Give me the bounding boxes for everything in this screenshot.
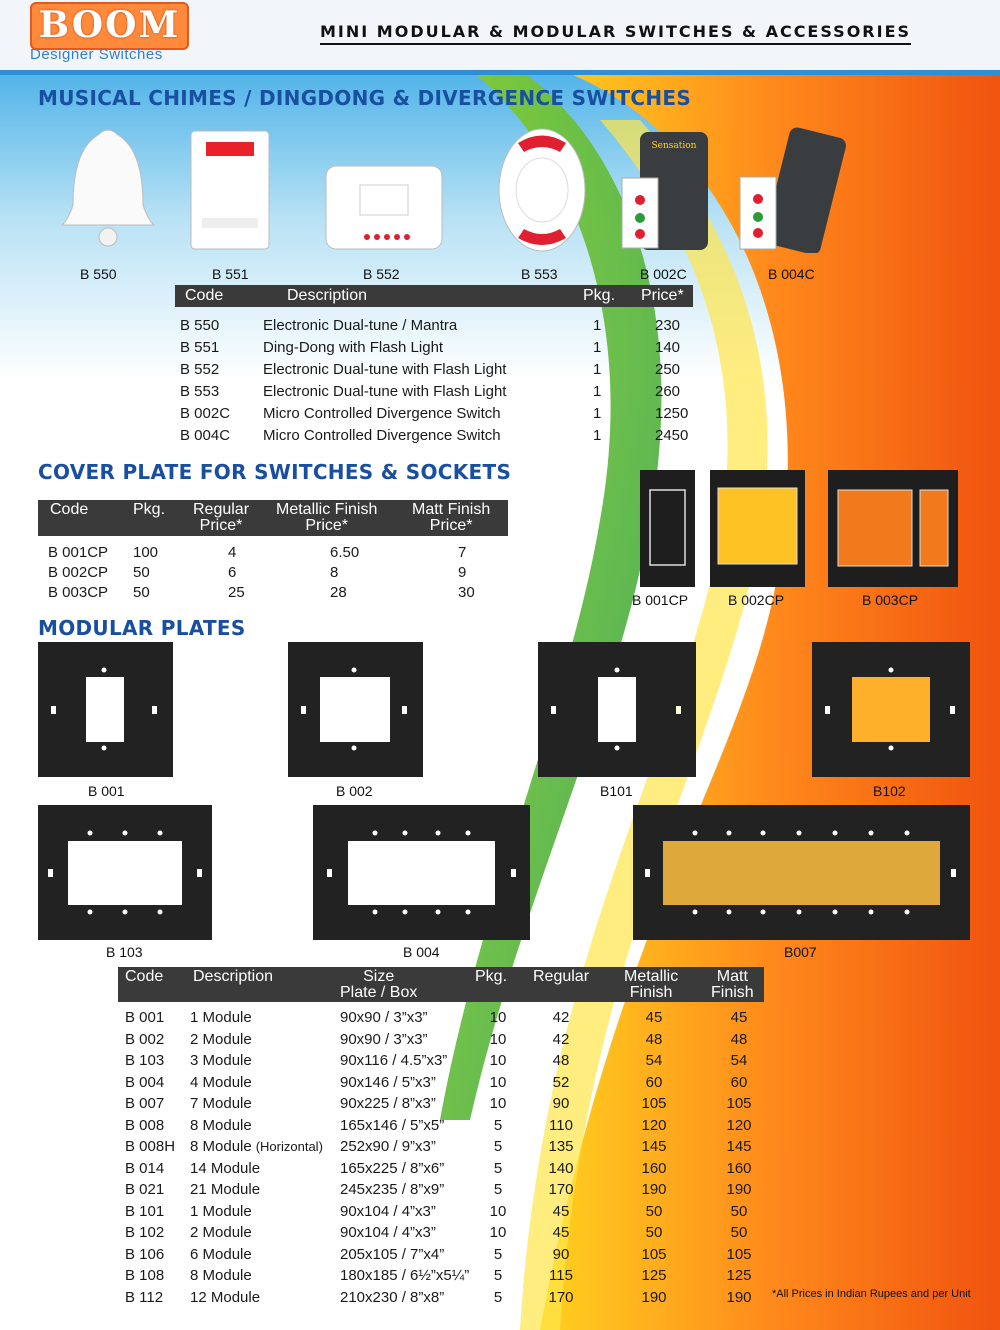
speaker-chime-image bbox=[498, 128, 586, 253]
label-b003cp: B 003CP bbox=[862, 592, 919, 608]
label-b002cp: B 002CP bbox=[728, 592, 785, 608]
cell-size: 245x235 / 8”x9” bbox=[340, 1181, 445, 1198]
cell-description-main: 8 Module bbox=[190, 1116, 252, 1134]
cell-size: 90x104 / 4”x3” bbox=[340, 1224, 436, 1241]
column-header-line1: Description bbox=[193, 968, 274, 985]
cell-regular: 52 bbox=[552, 1073, 570, 1091]
cell-metallic: 45 bbox=[645, 1009, 663, 1026]
chime-box-image bbox=[325, 165, 443, 250]
table-cell: B 001CP bbox=[48, 544, 109, 561]
cell-matt: 60 bbox=[730, 1073, 748, 1091]
table-row bbox=[118, 1136, 764, 1158]
column-header-line2: Price* bbox=[305, 517, 349, 534]
brand-subtitle: Designer Switches bbox=[30, 46, 163, 63]
cell-matt: 105 bbox=[726, 1095, 752, 1112]
column-header-line2: Finish bbox=[711, 984, 754, 1001]
chimes-table-body bbox=[175, 315, 693, 447]
table-row bbox=[118, 1158, 764, 1180]
column-header bbox=[193, 969, 273, 985]
cell-pkg: 10 bbox=[489, 1030, 507, 1048]
cover-plate-3-image bbox=[828, 470, 958, 587]
cell-code: B 014 bbox=[125, 1159, 165, 1177]
cell-pkg: 5 bbox=[493, 1267, 503, 1284]
plate-b002-image bbox=[288, 642, 423, 777]
column-header bbox=[340, 969, 417, 1001]
plate-b103-image bbox=[38, 805, 212, 940]
cell-matt: 50 bbox=[730, 1202, 748, 1220]
cell-regular: 140 bbox=[548, 1159, 574, 1177]
column-header bbox=[193, 502, 249, 534]
cell-size: 90x90 / 3”x3” bbox=[340, 1009, 428, 1026]
cell-metallic: 190 bbox=[641, 1288, 667, 1306]
cell-description-main: 8 Module bbox=[190, 1138, 252, 1155]
table-cell: Micro Controlled Divergence Switch bbox=[263, 427, 501, 444]
table-cell: B 002C bbox=[180, 405, 231, 422]
table-row bbox=[38, 542, 508, 562]
cell-size: 90x225 / 8”x3” bbox=[340, 1095, 436, 1112]
table-row bbox=[175, 359, 693, 381]
table-row bbox=[118, 1287, 764, 1309]
cell-description-main: 1 Module bbox=[190, 1009, 252, 1026]
table-cell: 1 bbox=[593, 383, 602, 400]
cell-pkg: 10 bbox=[489, 1202, 507, 1220]
table-cell: 260 bbox=[655, 383, 681, 400]
table-row bbox=[38, 562, 508, 582]
cell-matt: 120 bbox=[726, 1116, 752, 1134]
cell-code: B 102 bbox=[125, 1224, 165, 1241]
table-cell: 1 bbox=[593, 361, 602, 378]
cell-description bbox=[190, 1117, 256, 1134]
column-header-line1: Matt Finish bbox=[412, 501, 491, 518]
label-b552: B 552 bbox=[363, 266, 400, 282]
table-row bbox=[175, 381, 693, 403]
cell-metallic: 54 bbox=[645, 1052, 663, 1069]
table-cell: 230 bbox=[655, 317, 681, 334]
cell-size: 165x225 / 8”x6” bbox=[340, 1159, 445, 1177]
modular-table bbox=[118, 967, 764, 1308]
cell-metallic: 50 bbox=[645, 1202, 663, 1220]
table-cell: 1 bbox=[593, 405, 602, 422]
cell-description-main: 6 Module bbox=[190, 1245, 252, 1263]
label-b002: B 002 bbox=[336, 783, 373, 799]
cell-matt: 48 bbox=[730, 1030, 748, 1048]
cell-description bbox=[190, 1203, 256, 1220]
cell-size: 210x230 / 8”x8” bbox=[340, 1288, 445, 1306]
table-cell: 4 bbox=[228, 544, 237, 561]
column-header-line2: Price* bbox=[199, 517, 243, 534]
cell-description bbox=[190, 1160, 264, 1177]
cell-code: B 112 bbox=[125, 1288, 164, 1306]
table-cell: 1250 bbox=[655, 405, 689, 422]
table-row bbox=[118, 1072, 764, 1094]
cell-regular: 48 bbox=[552, 1052, 570, 1069]
table-cell: 30 bbox=[458, 584, 475, 601]
remote-brand: Sensation bbox=[651, 141, 697, 151]
cell-size: 252x90 / 9”x3” bbox=[340, 1138, 436, 1155]
column-header bbox=[133, 502, 165, 518]
column-header-line2: Plate / Box bbox=[340, 984, 418, 1001]
cell-regular: 42 bbox=[552, 1030, 570, 1048]
price-footnote: *All Prices in Indian Rupees and per Unit bbox=[772, 1288, 971, 1300]
table-cell: B 553 bbox=[180, 383, 220, 400]
cell-size: 90x146 / 5”x3” bbox=[340, 1073, 436, 1091]
cell-size: 90x104 / 4”x3” bbox=[340, 1202, 436, 1220]
column-header bbox=[125, 969, 163, 985]
cell-description-note: (Horizontal) bbox=[255, 1139, 323, 1154]
cell-description bbox=[190, 1138, 323, 1155]
cell-pkg: 5 bbox=[493, 1288, 503, 1306]
table-cell: 1 bbox=[593, 339, 602, 356]
cell-pkg: 10 bbox=[489, 1052, 507, 1069]
cell-metallic: 190 bbox=[641, 1181, 667, 1198]
cell-description bbox=[190, 1267, 256, 1284]
cell-description-main: 2 Module bbox=[190, 1224, 252, 1241]
cell-code: B 008H bbox=[125, 1138, 176, 1155]
cell-pkg: 5 bbox=[493, 1159, 503, 1177]
table-cell: 50 bbox=[133, 584, 150, 601]
column-header-line1: Size bbox=[363, 968, 395, 985]
table-row bbox=[118, 1222, 764, 1244]
cell-description-main: 2 Module bbox=[190, 1030, 252, 1048]
chimes-table bbox=[175, 285, 693, 447]
cell-matt: 125 bbox=[726, 1267, 752, 1284]
cell-pkg: 5 bbox=[493, 1138, 503, 1155]
section-heading-chimes: MUSICAL CHIMES / DINGDONG & DIVERGENCE SWITCHES bbox=[38, 86, 692, 110]
cell-regular: 135 bbox=[548, 1138, 574, 1155]
cell-code: B 001 bbox=[125, 1009, 165, 1026]
page-title: MINI MODULAR & MODULAR SWITCHES & ACCESSORIES bbox=[320, 22, 911, 45]
cell-matt: 145 bbox=[726, 1138, 752, 1155]
table-cell: 6.50 bbox=[330, 544, 360, 561]
cell-regular: 45 bbox=[552, 1224, 570, 1241]
column-header-line2: Price* bbox=[429, 517, 473, 534]
cell-code: B 021 bbox=[125, 1181, 165, 1198]
cell-description-main: 4 Module bbox=[190, 1073, 252, 1091]
cover-plate-1-image bbox=[640, 470, 695, 587]
column-header bbox=[412, 502, 490, 534]
cell-description bbox=[190, 1074, 256, 1091]
table-cell: B 002CP bbox=[48, 564, 109, 581]
column-header bbox=[276, 502, 377, 534]
cell-description-main: 1 Module bbox=[190, 1202, 252, 1220]
table-row bbox=[175, 315, 693, 337]
table-cell: Micro Controlled Divergence Switch bbox=[263, 405, 501, 422]
cell-description-main: 12 Module bbox=[190, 1288, 261, 1306]
brand-logo: BOOM bbox=[30, 2, 189, 50]
section-heading-modular: MODULAR PLATES bbox=[38, 616, 246, 640]
cell-size: 90x116 / 4.5”x3” bbox=[340, 1052, 448, 1069]
table-cell: B 551 bbox=[180, 339, 220, 356]
table-row bbox=[175, 337, 693, 359]
cell-metallic: 50 bbox=[645, 1224, 663, 1241]
table-cell: Ding-Dong with Flash Light bbox=[263, 339, 444, 356]
table-cell: 7 bbox=[458, 544, 467, 561]
table-row bbox=[118, 1201, 764, 1223]
column-header bbox=[624, 969, 678, 1001]
cell-code: B 008 bbox=[125, 1116, 165, 1134]
cell-regular: 90 bbox=[552, 1095, 570, 1112]
label-b002c: B 002C bbox=[640, 266, 687, 282]
table-row bbox=[175, 425, 693, 447]
table-cell: 8 bbox=[330, 564, 339, 581]
table-cell: 6 bbox=[228, 564, 237, 581]
label-b007: B007 bbox=[784, 944, 817, 960]
cell-pkg: 5 bbox=[493, 1181, 503, 1198]
cell-description-main: 14 Module bbox=[190, 1159, 261, 1177]
label-b550: B 550 bbox=[80, 266, 117, 282]
cover-table bbox=[38, 500, 508, 602]
cell-code: B 007 bbox=[125, 1095, 165, 1112]
cell-metallic: 60 bbox=[645, 1073, 663, 1091]
cell-description bbox=[190, 1181, 264, 1198]
table-row bbox=[118, 1007, 764, 1029]
label-b004: B 004 bbox=[403, 944, 440, 960]
remote-switch-4-image bbox=[738, 125, 848, 253]
cell-regular: 170 bbox=[548, 1181, 574, 1198]
cell-description-main: 21 Module bbox=[190, 1181, 261, 1198]
cell-regular: 170 bbox=[548, 1288, 574, 1306]
chimes-table-header bbox=[175, 285, 693, 307]
cell-description-main: 7 Module bbox=[190, 1095, 252, 1112]
cell-pkg: 10 bbox=[489, 1073, 507, 1091]
cell-matt: 45 bbox=[730, 1009, 748, 1026]
column-header-line1: Matt bbox=[716, 968, 748, 985]
table-cell: 100 bbox=[133, 544, 159, 561]
plate-b102-image bbox=[812, 642, 970, 777]
cell-metallic: 145 bbox=[641, 1138, 667, 1155]
cover-table-body bbox=[38, 542, 508, 602]
cell-regular: 42 bbox=[552, 1009, 570, 1026]
cell-size: 90x90 / 3”x3” bbox=[340, 1030, 428, 1048]
cell-regular: 115 bbox=[549, 1267, 573, 1284]
table-row bbox=[118, 1115, 764, 1137]
table-cell: 28 bbox=[330, 584, 347, 601]
cell-description bbox=[190, 1224, 256, 1241]
table-cell: 25 bbox=[228, 584, 245, 601]
cell-code: B 108 bbox=[125, 1267, 165, 1284]
cell-description bbox=[190, 1246, 256, 1263]
bell-chime-image bbox=[58, 125, 158, 255]
plate-b001-image bbox=[38, 642, 173, 777]
column-header bbox=[475, 969, 507, 985]
column-header-line1: Pkg. bbox=[133, 501, 166, 518]
cell-size: 165x146 / 5”x5” bbox=[340, 1116, 445, 1134]
cell-code: B 106 bbox=[125, 1245, 165, 1263]
col-pkg: Pkg. bbox=[583, 287, 616, 304]
table-row bbox=[118, 1265, 764, 1287]
cell-size: 205x105 / 7”x4” bbox=[340, 1245, 445, 1263]
table-row bbox=[118, 1244, 764, 1266]
table-cell: Electronic Dual-tune / Mantra bbox=[263, 317, 458, 334]
col-code: Code bbox=[185, 287, 224, 304]
cell-code: B 004 bbox=[125, 1073, 165, 1091]
table-row bbox=[38, 582, 508, 602]
table-cell: B 004C bbox=[180, 427, 231, 444]
table-row bbox=[118, 1029, 764, 1051]
cell-pkg: 10 bbox=[489, 1095, 507, 1112]
cell-matt: 190 bbox=[726, 1181, 752, 1198]
table-cell: B 552 bbox=[180, 361, 220, 378]
cell-regular: 110 bbox=[549, 1116, 573, 1134]
column-header-line1: Code bbox=[50, 501, 89, 518]
label-b001: B 001 bbox=[88, 783, 125, 799]
label-b103: B 103 bbox=[106, 944, 143, 960]
table-cell: 250 bbox=[655, 361, 681, 378]
plate-b004-image bbox=[313, 805, 530, 940]
table-cell: Electronic Dual-tune with Flash Light bbox=[263, 383, 507, 400]
table-cell: 140 bbox=[655, 339, 681, 356]
column-header bbox=[533, 969, 589, 985]
label-b551: B 551 bbox=[212, 266, 249, 282]
cell-matt: 54 bbox=[730, 1052, 748, 1069]
label-b102: B102 bbox=[873, 783, 906, 799]
column-header-line1: Regular bbox=[533, 968, 590, 985]
cell-metallic: 105 bbox=[641, 1245, 667, 1263]
table-cell: Electronic Dual-tune with Flash Light bbox=[263, 361, 507, 378]
cell-size: 180x185 / 6½”x5¼” bbox=[340, 1267, 470, 1284]
cell-description bbox=[190, 1009, 256, 1026]
column-header-line1: Pkg. bbox=[475, 968, 508, 985]
section-heading-cover: COVER PLATE FOR SWITCHES & SOCKETS bbox=[38, 460, 512, 484]
dingdong-unit-image bbox=[190, 130, 270, 250]
column-header-line1: Metallic bbox=[624, 968, 679, 985]
plate-b007-image bbox=[633, 805, 970, 940]
table-row bbox=[118, 1050, 764, 1072]
cell-code: B 101 bbox=[125, 1202, 165, 1220]
table-cell: 9 bbox=[458, 564, 467, 581]
column-header-line1: Code bbox=[125, 968, 164, 985]
cell-regular: 90 bbox=[552, 1245, 570, 1263]
table-row bbox=[118, 1179, 764, 1201]
cell-description bbox=[190, 1289, 264, 1306]
cell-metallic: 105 bbox=[641, 1095, 667, 1112]
cell-metallic: 48 bbox=[645, 1030, 663, 1048]
cell-matt: 105 bbox=[726, 1245, 752, 1263]
col-description: Description bbox=[287, 287, 368, 304]
cell-metallic: 120 bbox=[641, 1116, 667, 1134]
table-cell: B 003CP bbox=[48, 584, 109, 601]
table-cell: 1 bbox=[593, 317, 602, 334]
column-header bbox=[711, 969, 754, 1001]
cell-description-main: 8 Module bbox=[190, 1267, 252, 1284]
plate-b101-image bbox=[538, 642, 696, 777]
cell-code: B 002 bbox=[125, 1030, 165, 1048]
table-row bbox=[118, 1093, 764, 1115]
cell-description-main: 3 Module bbox=[190, 1052, 252, 1069]
cell-metallic: 125 bbox=[641, 1267, 667, 1284]
table-cell: 1 bbox=[593, 427, 602, 444]
remote-switch-image bbox=[620, 130, 715, 252]
cell-pkg: 5 bbox=[493, 1116, 503, 1134]
cell-description bbox=[190, 1031, 256, 1048]
table-cell: 50 bbox=[133, 564, 150, 581]
cell-description bbox=[190, 1052, 256, 1069]
cell-description bbox=[190, 1095, 256, 1112]
column-header-line2: Finish bbox=[629, 984, 673, 1001]
modular-table-body bbox=[118, 1007, 764, 1308]
col-price: Price* bbox=[641, 287, 684, 304]
column-header bbox=[50, 502, 88, 518]
cover-table-header bbox=[38, 500, 508, 536]
table-cell: B 550 bbox=[180, 317, 220, 334]
column-header-line1: Metallic Finish bbox=[276, 501, 378, 518]
label-b101: B101 bbox=[600, 783, 633, 799]
cell-matt: 50 bbox=[730, 1224, 748, 1241]
cell-matt: 160 bbox=[726, 1159, 752, 1177]
cell-regular: 45 bbox=[552, 1202, 570, 1220]
table-cell: 2450 bbox=[655, 427, 689, 444]
table-row bbox=[175, 403, 693, 425]
label-b001cp: B 001CP bbox=[632, 592, 689, 608]
modular-table-header bbox=[118, 967, 764, 1002]
cover-plate-2-image bbox=[710, 470, 805, 587]
cell-code: B 103 bbox=[125, 1052, 165, 1069]
label-b553: B 553 bbox=[521, 266, 558, 282]
cell-pkg: 10 bbox=[489, 1224, 507, 1241]
cell-pkg: 10 bbox=[489, 1009, 507, 1026]
column-header-line1: Regular bbox=[193, 501, 250, 518]
label-b004c: B 004C bbox=[768, 266, 815, 282]
cell-metallic: 160 bbox=[641, 1159, 667, 1177]
cell-matt: 190 bbox=[726, 1288, 752, 1306]
cell-pkg: 5 bbox=[493, 1245, 503, 1263]
